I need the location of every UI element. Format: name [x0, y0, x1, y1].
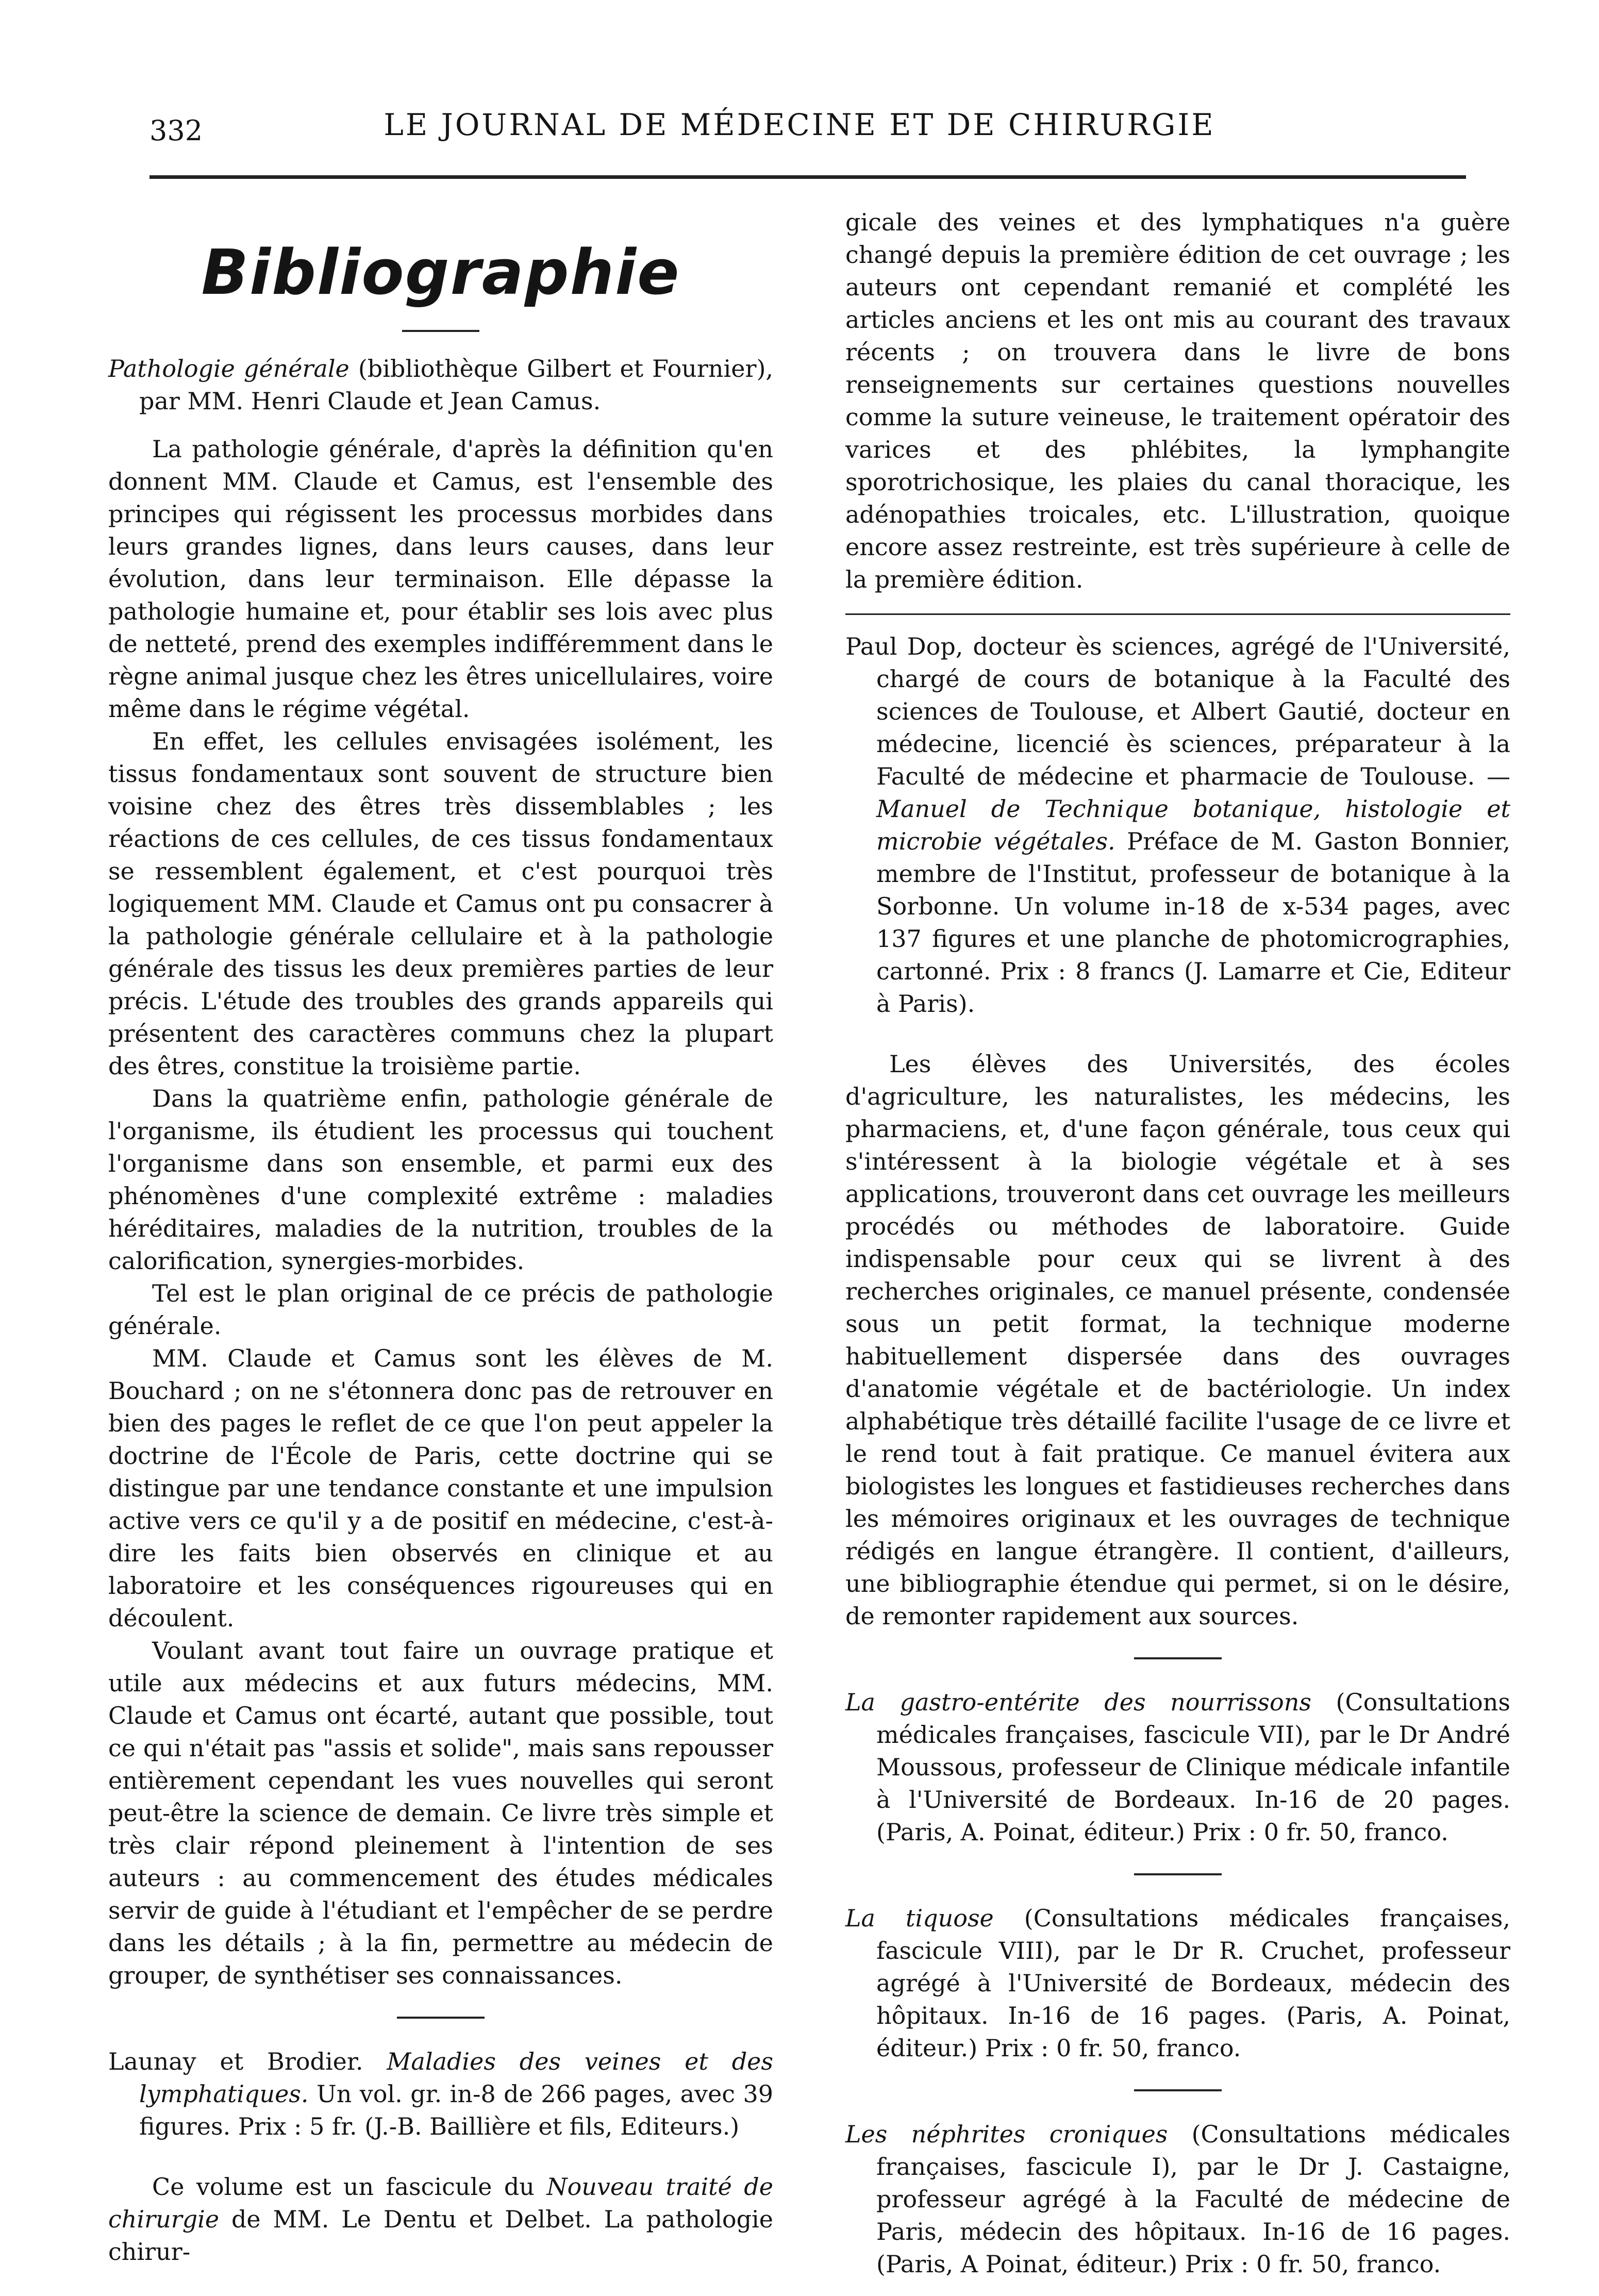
entry-details: (Consultations médicales françaises, fascicule VII), par le Dr André Moussous, professeur de Clinique médicale infantile à l'Université de Bordeaux. In-16 de 20 pages. (Paris, A. Poinat, éditeur.) Prix : 0 fr. 50, franco.	[876, 1688, 1510, 1846]
entry-title: Les néphrites croniques	[845, 2120, 1168, 2148]
entry-title: Manuel de Technique botanique, histologie et microbie végétales.	[876, 795, 1510, 855]
entry-authors: Launay et Brodier.	[108, 2048, 387, 2075]
bib-entry-nephrites	[845, 2118, 1510, 2281]
review-paragraph-continued: gicale des veines et des lymphatiques n'a guère changé depuis la première édition de cet ouvrage ; les auteurs ont cependant remanié et complété les articles anciens et les ont mis au courant des travaux récents ; on trouvera dans le livre de bons renseignements sur certaines questions nouvelles comme la suture veineuse, le traitement opératoir des varices et des phlébites, la lymphangite sporotrichosique, les plaies du canal thoracique, les adénopathies troicales, etc. L'illustration, quoique encore assez restreinte, est très supérieure à celle de la première édition.	[845, 208, 1510, 593]
entry-title: Maladies des veines et des lymphatiques.	[139, 2048, 773, 2108]
separator-rule	[1134, 2089, 1222, 2091]
review-paragraph: Tel est le plan original de ce précis de pathologie générale.	[108, 1279, 773, 1340]
entry-details: (bibliothèque Gilbert et Fournier), par MM. Henri Claude et Jean Camus.	[139, 355, 774, 415]
separator-rule	[845, 613, 1510, 615]
bib-entry-dop: Paul Dop, docteur ès sciences, agrégé de l'Université, chargé de cours de botanique à la Faculté des sciences de Toulouse, et Albert Gautié, docteur en médecine, licencié ès sciences, préparateur à la Faculté de médecine et pharmacie de Toulouse. — Manuel de Technique botanique, histologie et microbie végétales. Préface de M. Gaston Bonnier, membre de l'Institut, professeur de botanique à la Sorbonne. Un volume in-18 de x-534 pages, avec 137 figures et une planche de photomicrographies, cartonné. Prix : 8 francs (J. Lamarre et Cie, Editeur à Paris).	[845, 633, 1510, 1018]
entry-details: (Consultations médicales françaises, fascicule I), par le Dr J. Castaigne, professeur agrégé à la Faculté de médecine de Paris, médecin des hôpitaux. In-16 de 16 pages. (Paris, A Poinat, éditeur.) Prix : 0 fr. 50, franco.	[876, 2120, 1510, 2278]
separator-rule	[1134, 1873, 1222, 1875]
bib-entry-tiquose	[845, 1902, 1510, 2065]
bib-entry-gastro	[845, 1686, 1510, 1849]
entry-title: La gastro-entérite des nourrissons	[845, 1688, 1311, 1716]
running-title: LE JOURNAL DE MÉDECINE ET DE CHIRURGIE	[384, 107, 1215, 142]
review-pathologie	[108, 433, 773, 1992]
review-paragraph: Ce volume est un fascicule du Nouveau traité de chirurgie de MM. Le Dentu et Delbet. La pathologie chirur-	[108, 2173, 773, 2266]
bib-entry-launay	[108, 2045, 773, 2143]
header-rule	[149, 175, 1466, 179]
review-paragraph: MM. Claude et Camus sont les élèves de M. Bouchard ; on ne s'étonnera donc pas de retrouver en bien des pages le reflet de ce que l'on peut appeler la doctrine de l'École de Paris, cette doctrine qui se distingue par une tendance constante et une impulsion active vers ce qu'il y a de positif en médecine, c'est-à-dire les faits bien observés en clinique et au laboratoire et les conséquences rigoureuses qui en découlent.	[108, 1344, 773, 1632]
review-paragraph: Voulant avant tout faire un ouvrage pratique et utile aux médecins et aux futurs médecins, MM. Claude et Camus ont écarté, autant que possible, tout ce qui n'était pas "assis et solide", mais sans repousser entièrement cependant les vues nouvelles qui seront peut-être la science de demain. Ce livre très simple et très clair répond pleinement à l'intention de ses auteurs : au commencement des études médicales servir de guide à l'étudiant et l'empêcher de se perdre dans les détails ; à la fin, permettre au médecin de grouper, de synthétiser ses connaissances.	[108, 1637, 773, 1989]
bib-entry-pathologie	[108, 353, 773, 418]
entry-title: La tiquose	[845, 1904, 994, 1932]
entry-details: Un vol. gr. in-8 de 266 pages, avec 39 figures. Prix : 5 fr. (J.-B. Baillière et fils, Editeurs.)	[139, 2080, 773, 2140]
title-rule	[402, 330, 479, 332]
entry-details: (Consultations médicales françaises, fascicule VIII), par le Dr R. Cruchet, professeur agrégé à l'Université de Bordeaux, médecin des hôpitaux. In-16 de 16 pages. (Paris, A. Poinat, éditeur.) Prix : 0 fr. 50, franco.	[876, 1904, 1510, 2062]
left-column	[108, 206, 773, 2268]
review-paragraph: Dans la quatrième enfin, pathologie générale de l'organisme, ils étudient les processus qui touchent l'organisme dans son ensemble, et parmi eux des phénomènes d'une complexité extrême : maladies héréditaires, maladies de la nutrition, troubles de la calorification, synergies-morbides.	[108, 1085, 773, 1275]
review-paragraph: Les élèves des Universités, des écoles d'agriculture, les naturalistes, les médecins, les pharmaciens, et, d'une façon générale, tous ceux qui s'intéressent à la biologie végétale et à ses applications, trouveront dans cet ouvrage les meilleurs procédés ou méthodes de laboratoire. Guide indispensable pour ceux qui se livrent à des recherches originales, ce manuel présente, condensée sous un petit format, la technique moderne habituellement dispersée dans des ouvrages d'anatomie végétale et de bactériologie. Un index alphabétique très détaillé facilite l'usage de ce livre et le rend tout à fait pratique. Ce manuel évitera aux biologistes les longues et fastidieuses recherches dans les mémoires originaux et les ouvrages de technique rédigés en langue étrangère. Il contient, d'ailleurs, une bibliographie étendue qui permet, si on le désire, de remonter rapidement aux sources.	[845, 1050, 1510, 1630]
right-column	[845, 206, 1510, 2296]
separator-rule	[1134, 1657, 1222, 1659]
page-number: 332	[149, 114, 203, 147]
review-paragraph: En effet, les cellules envisagées isolément, les tissus fondamentaux sont souvent de structure bien voisine chez des êtres très dissemblables ; les réactions de ces cellules, de ces tissus fondamentaux se ressemblent également, et c'est pourquoi très logiquement MM. Claude et Camus ont pu consacrer à la pathologie générale cellulaire et à la pathologie générale des tissus les deux premières parties de leur précis. L'étude des troubles des grands appareils qui présentent des caractères communs chez la plupart des êtres, constitue la troisième partie.	[108, 727, 773, 1080]
entry-title: Pathologie générale	[108, 355, 349, 382]
section-title: Bibliographie	[201, 237, 680, 309]
review-paragraph: La pathologie générale, d'après la définition qu'en donnent MM. Claude et Camus, est l'ensemble des principes qui régissent les processus morbides dans leurs grandes lignes, dans leurs causes, dans leur évolution, dans leur terminaison. Elle dépasse la pathologie humaine et, pour établir ses lois avec plus de netteté, prend des exemples indifféremment dans le règne animal jusque chez les êtres unicellulaires, voire même dans le régime végétal.	[108, 435, 773, 723]
separator-rule	[397, 2017, 485, 2019]
